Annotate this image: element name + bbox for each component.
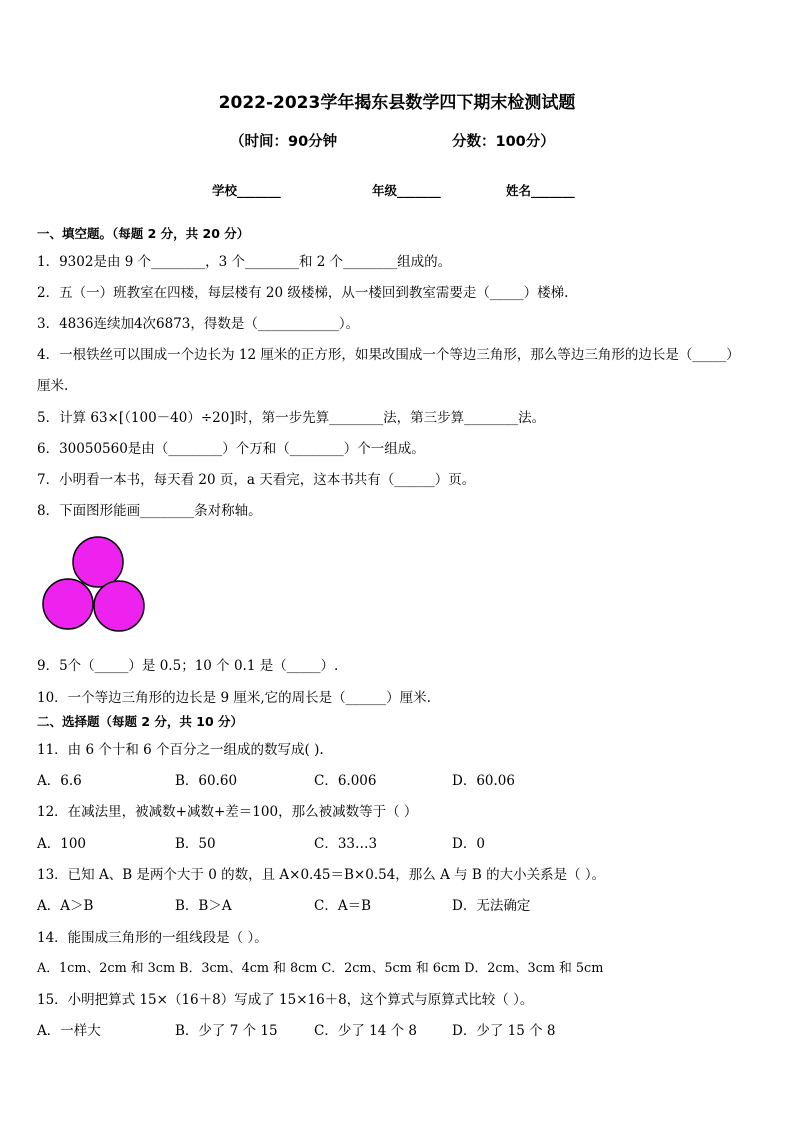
school-field: 学校_______ <box>212 183 281 198</box>
q11-option-c: C．6.006 <box>314 773 377 789</box>
q13-option-c: C．A＝B <box>314 898 371 914</box>
question-8: 8．下面图形能画________条对称轴。 <box>37 503 262 519</box>
q11-option-d: D．60.06 <box>452 773 515 789</box>
q15-option-a: A．一样大 <box>37 1023 101 1039</box>
q13-option-b: B．B＞A <box>175 898 232 914</box>
circle-top <box>73 537 123 587</box>
q13-option-a: A．A＞B <box>37 898 94 914</box>
q12-option-d: D．0 <box>452 836 485 852</box>
exam-score: 分数：100分） <box>452 134 555 150</box>
question-7: 7．小明看一本书，每天看 20 页，a 天看完，这本书共有（______）页。 <box>37 472 476 488</box>
question-13: 13．已知 A、B 是两个大于 0 的数，且 A×0.45＝B×0.54，那么 A 与 B 的大小关系是（ ）。 <box>37 867 606 883</box>
three-circles-figure <box>38 534 150 632</box>
question-4: 4．一根铁丝可以围成一个边长为 12 厘米的正方形，如果改围成一个等边三角形，那么等边三角形的边长是（_____） <box>37 347 740 363</box>
question-11: 11．由 6 个十和 6 个百分之一组成的数写成( ). <box>37 742 324 758</box>
name-field: 姓名_______ <box>506 183 575 198</box>
grade-field: 年级_______ <box>372 183 441 198</box>
question-12: 12．在减法里，被减数+减数+差＝100，那么被减数等于（ ） <box>37 804 418 820</box>
question-2: 2．五（一）班教室在四楼，每层楼有 20 级楼梯，从一楼回到教室需要走（_____）楼梯. <box>37 285 569 301</box>
question-4-continued: 厘米. <box>37 378 69 394</box>
question-3: 3．4836连续加4次6873，得数是（____________）。 <box>37 316 360 332</box>
exam-time: （时间：90分钟 <box>230 134 338 150</box>
question-5: 5．计算 63×[（100－40）÷20]时，第一步先算________法，第三步算________法。 <box>37 410 546 426</box>
question-10: 10．一个等边三角形的边长是 9 厘米,它的周长是（______）厘米. <box>37 690 431 706</box>
q11-option-a: A．6.6 <box>37 773 82 789</box>
question-9: 9．5个（_____）是 0.5；10 个 0.1 是（_____）. <box>37 658 339 674</box>
circle-right <box>94 581 144 631</box>
question-1: 1．9302是由 9 个________，3 个________和 2 个________组成的。 <box>37 254 452 270</box>
circle-left <box>43 579 93 629</box>
q11-option-b: B．60.60 <box>175 773 238 789</box>
q14-options: A．1cm、2cm 和 3cm B．3cm、4cm 和 8cm C．2cm、5cm 和 6cm D．2cm、3cm 和 5cm <box>37 961 604 976</box>
q15-option-c: C．少了 14 个 8 <box>314 1023 417 1039</box>
question-14: 14．能围成三角形的一组线段是（ ）。 <box>37 930 268 946</box>
q15-option-b: B．少了 7 个 15 <box>175 1023 278 1039</box>
q15-option-d: D．少了 15 个 8 <box>452 1023 556 1039</box>
q12-option-a: A．100 <box>37 836 87 852</box>
page-title: 2022-2023学年揭东县数学四下期末检测试题 <box>218 93 576 113</box>
question-15: 15．小明把算式 15×（16＋8）写成了 15×16＋8，这个算式与原算式比较（ ）。 <box>37 992 534 1008</box>
section-choice-heading: 二、选择题（每题 2 分，共 10 分） <box>37 714 244 729</box>
question-6: 6．30050560是由（________）个万和（________）个一组成。 <box>37 441 425 457</box>
section-fill-blank-heading: 一、填空题。（每题 2 分，共 20 分） <box>37 226 250 241</box>
q13-option-d: D．无法确定 <box>452 898 531 914</box>
q12-option-c: C．33…3 <box>314 836 378 852</box>
q12-option-b: B．50 <box>175 836 216 852</box>
